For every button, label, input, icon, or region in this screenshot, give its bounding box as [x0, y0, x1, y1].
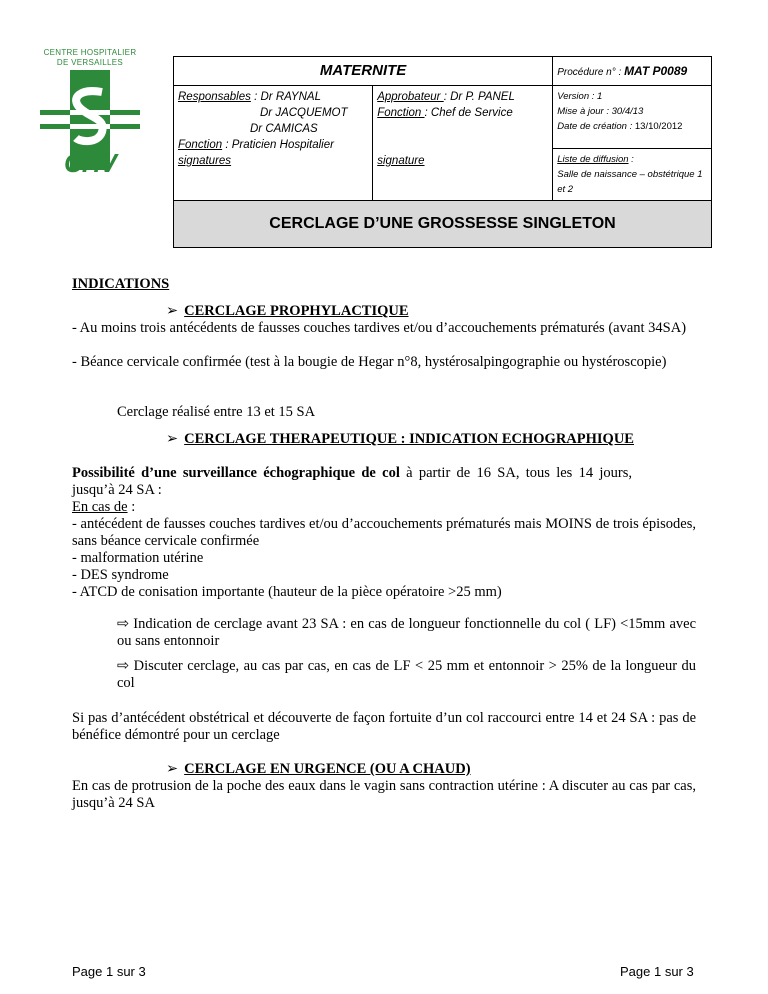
creation-value: 13/10/2012 [634, 121, 683, 132]
approbateur-cell [373, 86, 553, 201]
logo-line-2: DE VERSAILLES [56, 58, 124, 67]
therapeutique-item-2: - malformation utérine [72, 550, 204, 566]
version-value: 1 [597, 91, 603, 102]
fonction2-value: : Chef de Service [424, 107, 513, 119]
therapeutique-intro [72, 465, 632, 499]
fonction2-label: Fonction [377, 107, 425, 119]
prophylactique-item-2: - Béance cervicale confirmée (test à la bougie de Hegar n°8, hystérosalpingographie ou hystéroscopie) [72, 354, 667, 370]
procedure-header-table [173, 56, 712, 248]
creation-label: Date de création : [557, 121, 635, 132]
responsable-2: Dr JACQUEMOT [260, 107, 348, 119]
section-title: CERCLAGE THERAPEUTIQUE : INDICATION ECHOGRAPHIQUE [184, 431, 634, 447]
therapeutique-intro-rest: à partir de 16 SA, tous les 14 jours, jusqu’à 24 SA : [72, 465, 633, 498]
signature-label: signature [377, 155, 425, 167]
responsable-1: : Dr RAYNAL [254, 91, 321, 103]
diffusion-colon: : [628, 154, 634, 165]
diffusion-label: Liste de diffusion [557, 154, 629, 165]
therapeutique-item-1: - antécédent de fausses couches tardives et/ou d’accouchements prématurés mais MOINS de trois épisodes, sans béance cervicale confirmée [72, 516, 696, 549]
discuter-cerclage [117, 658, 696, 692]
footer-page-right: Page 1 sur 3 [620, 964, 694, 979]
hollow-arrow-icon: ⇨ [117, 658, 130, 674]
en-cas-de [72, 499, 696, 516]
therapeutique-note: Si pas d’antécédent obstétrical et découverte de façon fortuite d’un col raccourci entre 14 et 24 SA : pas de bénéfice démontré pour un cerclage [72, 710, 696, 743]
hospital-logo [40, 48, 140, 178]
responsable-3: Dr CAMICAS [250, 123, 318, 135]
maj-value: 30/4/13 [611, 106, 644, 117]
urgence-paragraph: En cas de protrusion de la poche des eaux dans le vagin sans contraction utérine : A discuter au cas par cas, jusqu’à 24 SA [72, 778, 696, 811]
therapeutique-item-3: - DES syndrome [72, 567, 169, 583]
arrow-icon: ➢ [166, 303, 179, 319]
fonction-value: : Praticien Hospitalier [225, 139, 334, 151]
footer-page-left: Page 1 sur 3 [72, 964, 146, 979]
approbateur-label: Approbateur [377, 91, 444, 103]
procedure-cell [553, 57, 712, 86]
signatures-label: signatures [178, 155, 232, 167]
section-urgence-heading [166, 761, 471, 778]
prophylactique-item-1: - Au moins trois antécédents de fausses couches tardives et/ou d’accouchements prématurés (avant 34SA) [72, 320, 687, 336]
section-therapeutique-heading [166, 431, 634, 448]
service-name: MATERNITE [319, 62, 407, 79]
logo-brand: CHV [64, 148, 116, 178]
en-cas-de-colon: : [127, 499, 136, 515]
therapeutique-item-4: - ATCD de conisation importante (hauteur de la pièce opératoire >25 mm) [72, 584, 502, 600]
therapeutique-intro-bold: Possibilité d’une surveillance échographique de col [72, 465, 400, 481]
section-title: CERCLAGE PROPHYLACTIQUE [184, 303, 409, 319]
maj-label: Mise à jour : [557, 106, 612, 117]
document-title: CERCLAGE D’UNE GROSSESSE SINGLETON [174, 201, 712, 248]
indication-text: Indication de cerclage avant 23 SA : en cas de longueur fonctionnelle du col ( LF) <15mm avec ou sans entonnoir [117, 616, 696, 649]
diffusion-cell [553, 149, 712, 201]
section-title: CERCLAGE EN URGENCE (OU A CHAUD) [184, 761, 471, 777]
responsables-label: Responsables [178, 91, 251, 103]
hollow-arrow-icon: ⇨ [117, 616, 130, 632]
prophylactique-note: Cerclage réalisé entre 13 et 15 SA [117, 404, 316, 420]
service-cell [174, 57, 553, 86]
version-label: Version : [557, 91, 598, 102]
version-cell [553, 86, 712, 149]
procedure-label: Procédure n° : [557, 67, 625, 78]
approbateur-value: : Dr P. PANEL [443, 91, 515, 103]
section-prophylactique-heading [166, 303, 409, 320]
discuter-text: Discuter cerclage, au cas par cas, en cas de LF < 25 mm et entonnoir > 25% de la longueur du col [117, 658, 696, 691]
procedure-code: MAT P0089 [624, 64, 688, 78]
indications-heading: INDICATIONS [72, 276, 170, 292]
fonction-label: Fonction [178, 139, 223, 151]
arrow-icon: ➢ [166, 431, 179, 447]
diffusion-value: Salle de naissance – obstétrique 1 et 2 [557, 169, 703, 195]
indication-cerclage [117, 616, 696, 650]
responsables-cell [174, 86, 373, 201]
logo-line-1: CENTRE HOSPITALIER [43, 48, 137, 57]
arrow-icon: ➢ [166, 761, 179, 777]
en-cas-de-label: En cas de [72, 499, 128, 515]
